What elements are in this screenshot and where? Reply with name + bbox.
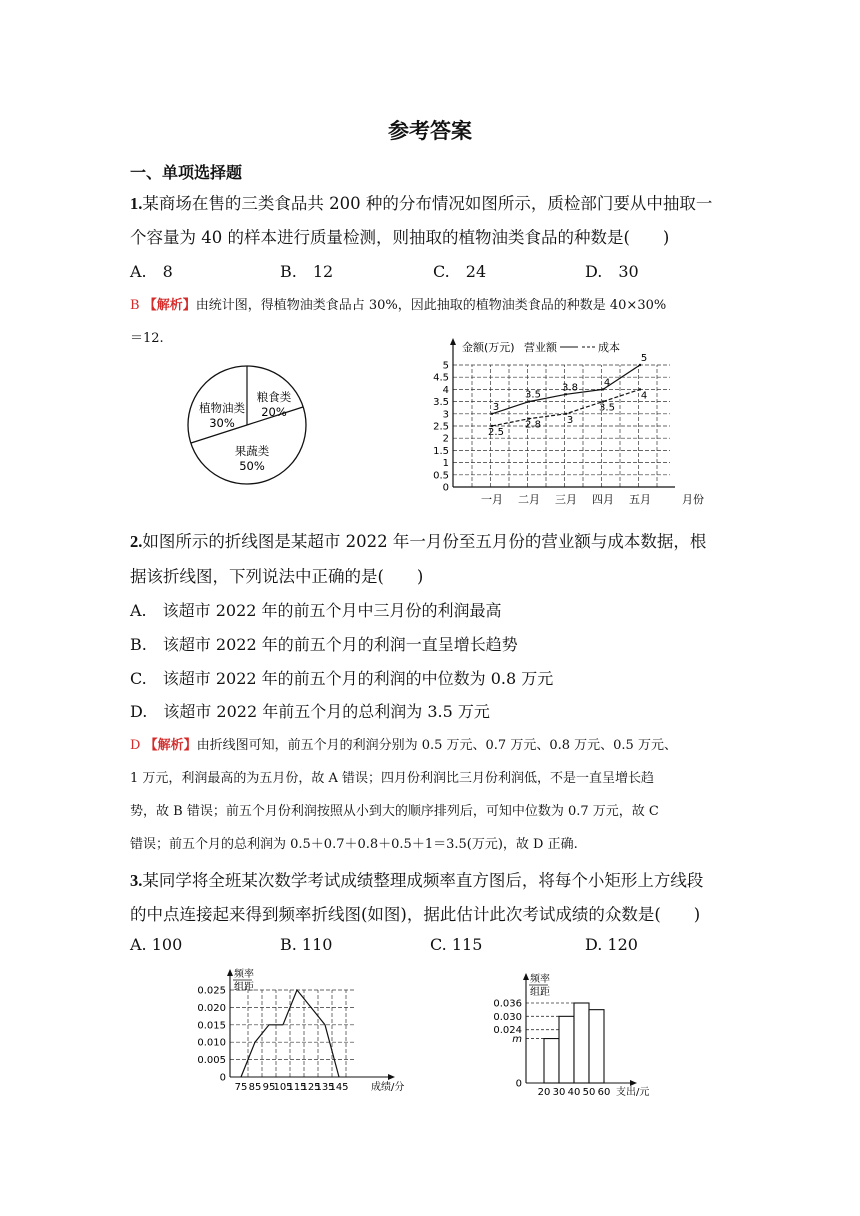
question-1-line-1: 1.某商场在售的三类食品共 200 种的分布情况如图所示，质检部门要从中抽取一	[130, 194, 713, 213]
y-tick-label: 1	[442, 458, 449, 470]
question-1-number: 1.	[130, 194, 143, 213]
x-tick-label: 125	[301, 1082, 321, 1093]
chart1-xlabel: 月份	[682, 493, 704, 506]
y-tick-label: 0.015	[197, 1020, 226, 1032]
y-tick-label: 1.5	[433, 445, 449, 457]
question-3-number: 3.	[130, 871, 143, 890]
x-tick-label: 75	[234, 1082, 248, 1093]
q3-option-b: B. 110	[280, 935, 333, 954]
q2-option-c: C. 该超市 2022 年的前五个月的利润的中位数为 0.8 万元	[130, 669, 554, 688]
q2-answer: D	[130, 738, 141, 753]
pie-pct-oil: 30%	[209, 416, 235, 430]
chart2-ylabel-top: 频率	[234, 969, 254, 980]
x-tick-label: 20	[537, 1087, 551, 1098]
data-label: 3.5	[525, 389, 541, 401]
page-title: 参考答案	[388, 119, 472, 143]
y-tick-label: 3.5	[433, 397, 449, 409]
histogram-bar	[559, 1016, 574, 1083]
y-tick-label: 4.5	[433, 372, 449, 384]
q2-analysis-line-1: D 【解析】由折线图可知，前五个月的利润分别为 0.5 万元、0.7 万元、0.8 万元、0.5 万元、	[130, 738, 677, 753]
x-tick-label: 四月	[592, 493, 614, 506]
data-label: 3	[492, 401, 500, 413]
pie-chart	[185, 355, 310, 495]
x-tick-label: 95	[262, 1082, 276, 1093]
data-label: 4	[603, 377, 611, 389]
question-2-number: 2.	[130, 532, 143, 551]
chart1-ylabel: 金额(万元)	[462, 341, 515, 354]
x-tick-label: 一月	[481, 493, 503, 506]
x-tick-label: 115	[287, 1082, 307, 1093]
question-3-line-1: 3.某同学将全班某次数学考试成绩整理成频率直方图后，将每个小矩形上方线段	[130, 871, 704, 890]
q3-option-c: C. 115	[430, 935, 483, 954]
x-tick-label: 85	[248, 1082, 262, 1093]
x-axis-arrow	[388, 1074, 395, 1080]
y-tick-label: 0.010	[197, 1037, 226, 1049]
x-tick-label: 二月	[518, 493, 540, 506]
histogram-bar	[574, 1003, 589, 1083]
data-point	[602, 388, 604, 390]
q3-option-a: A. 100	[130, 935, 183, 954]
q1-option-a: A. 8	[130, 262, 173, 281]
q1-analysis-tag: 【解析】	[143, 298, 196, 313]
question-2-line-2: 据该折线图，下列说法中正确的是( )	[130, 567, 424, 586]
x-tick-label: 105	[273, 1082, 293, 1093]
q1-analysis-line-1: B 【解析】由统计图，得植物油类食品占 30%，因此抽取的植物油类食品的种数是 40×30%	[130, 298, 667, 313]
data-label: 4	[640, 390, 648, 402]
y-tick-label: 0	[442, 482, 449, 494]
q2-analysis-line-2: 1 万元，利润最高的为五月份，故 A 错误；四月份利润比三月份利润低，不是一直呈增长趋	[130, 771, 655, 786]
pie-pct-fruit: 50%	[239, 459, 265, 473]
y-tick-label: 0	[515, 1078, 522, 1090]
q1-option-c: C. 24	[433, 262, 487, 281]
data-label: 2.5	[488, 427, 504, 438]
q3-option-d: D. 120	[585, 935, 638, 954]
data-label: 2.8	[525, 419, 541, 431]
y-tick-label: 0.025	[197, 985, 226, 997]
y-tick-label: 4	[442, 384, 449, 396]
data-label: 3	[566, 414, 574, 426]
q2-analysis-line-3: 势，故 B 错误；前五个月份利润按照从小到大的顺序排列后，可知中位数为 0.7 万元，故 C	[130, 804, 659, 819]
data-point	[528, 400, 530, 402]
q1-option-b: B. 12	[280, 262, 334, 281]
y-tick-label: m	[512, 1034, 522, 1046]
legend-revenue: 营业额	[524, 341, 557, 354]
q2-analysis-tag: 【解析】	[144, 738, 197, 753]
q1-answer: B	[130, 298, 140, 313]
pie-label-fruit: 果蔬类	[234, 444, 270, 458]
question-3-line-2: 的中点连接起来得到频率折线图(如图)，据此估计此次考试成绩的众数是( )	[130, 905, 701, 924]
x-tick-label: 30	[552, 1087, 566, 1098]
y-tick-label: 5	[442, 360, 449, 372]
y-tick-label: 2	[442, 433, 449, 445]
frequency-polygon-chart	[188, 965, 418, 1095]
q2-option-a: A. 该超市 2022 年的前五个月中三月份的利润最高	[130, 601, 502, 620]
data-label: 3.5	[599, 402, 615, 414]
y-tick-label: 0.024	[493, 1025, 522, 1037]
y-tick-label: 0.005	[197, 1055, 226, 1067]
q2-option-b: B. 该超市 2022 年的前五个月的利润一直呈增长趋势	[130, 635, 518, 654]
chart3-xlabel: 支出/元	[616, 1087, 650, 1098]
q1-option-d: D. 30	[585, 262, 639, 281]
x-axis-arrow	[630, 1080, 637, 1086]
q1-analysis-line-2: ＝12.	[130, 331, 164, 346]
pie-label-oil: 植物油类	[199, 401, 245, 415]
histogram-bar	[589, 1010, 604, 1083]
data-point	[639, 364, 641, 366]
y-tick-label: 3	[442, 409, 449, 421]
y-tick-label: 0.020	[197, 1002, 226, 1014]
x-tick-label: 三月	[555, 493, 577, 506]
y-tick-label: 0.030	[493, 1011, 522, 1023]
pie-label-grain: 粮食类	[256, 390, 292, 404]
question-1-line-2: 个容量为 40 的样本进行质量检测，则抽取的植物油类食品的种数是( )	[130, 228, 670, 247]
revenue-cost-line-chart	[420, 335, 710, 510]
data-label: 5	[640, 353, 648, 364]
x-tick-label: 60	[597, 1087, 611, 1098]
chart2-ylabel-bottom: 组距	[234, 982, 254, 993]
chart2-xlabel: 成绩/分	[371, 1082, 405, 1093]
pie-pct-grain: 20%	[261, 405, 287, 419]
legend-cost: 成本	[598, 341, 620, 354]
histogram-bar	[544, 1039, 559, 1083]
y-axis-arrow	[227, 969, 233, 976]
q2-analysis-line-4: 错误；前五个月的总利润为 0.5＋0.7＋0.8＋0.5＋1＝3.5(万元)，故 D 正确.	[130, 837, 578, 852]
x-tick-label: 40	[567, 1087, 581, 1098]
histogram-chart	[490, 968, 670, 1098]
data-point	[565, 393, 567, 395]
y-tick-label: 2.5	[433, 421, 449, 433]
y-axis-arrow	[450, 338, 456, 345]
x-tick-label: 135	[315, 1082, 335, 1093]
x-tick-label: 145	[329, 1082, 349, 1093]
data-label: 3.8	[562, 382, 578, 394]
chart3-ylabel-top: 频率	[530, 974, 550, 985]
x-tick-label: 五月	[629, 493, 651, 506]
y-tick-label: 0	[219, 1072, 226, 1084]
question-2-line-1: 2.如图所示的折线图是某超市 2022 年一月份至五月份的营业额与成本数据，根	[130, 532, 707, 551]
q2-option-d: D. 该超市 2022 年前五个月的总利润为 3.5 万元	[130, 702, 490, 721]
y-axis-arrow	[523, 973, 529, 980]
y-tick-label: 0.5	[433, 470, 449, 482]
section-heading: 一、单项选择题	[130, 163, 243, 182]
x-tick-label: 50	[582, 1087, 596, 1098]
data-point	[491, 413, 493, 415]
chart3-ylabel-bottom: 组距	[530, 987, 550, 998]
y-tick-label: 0.036	[493, 998, 522, 1010]
